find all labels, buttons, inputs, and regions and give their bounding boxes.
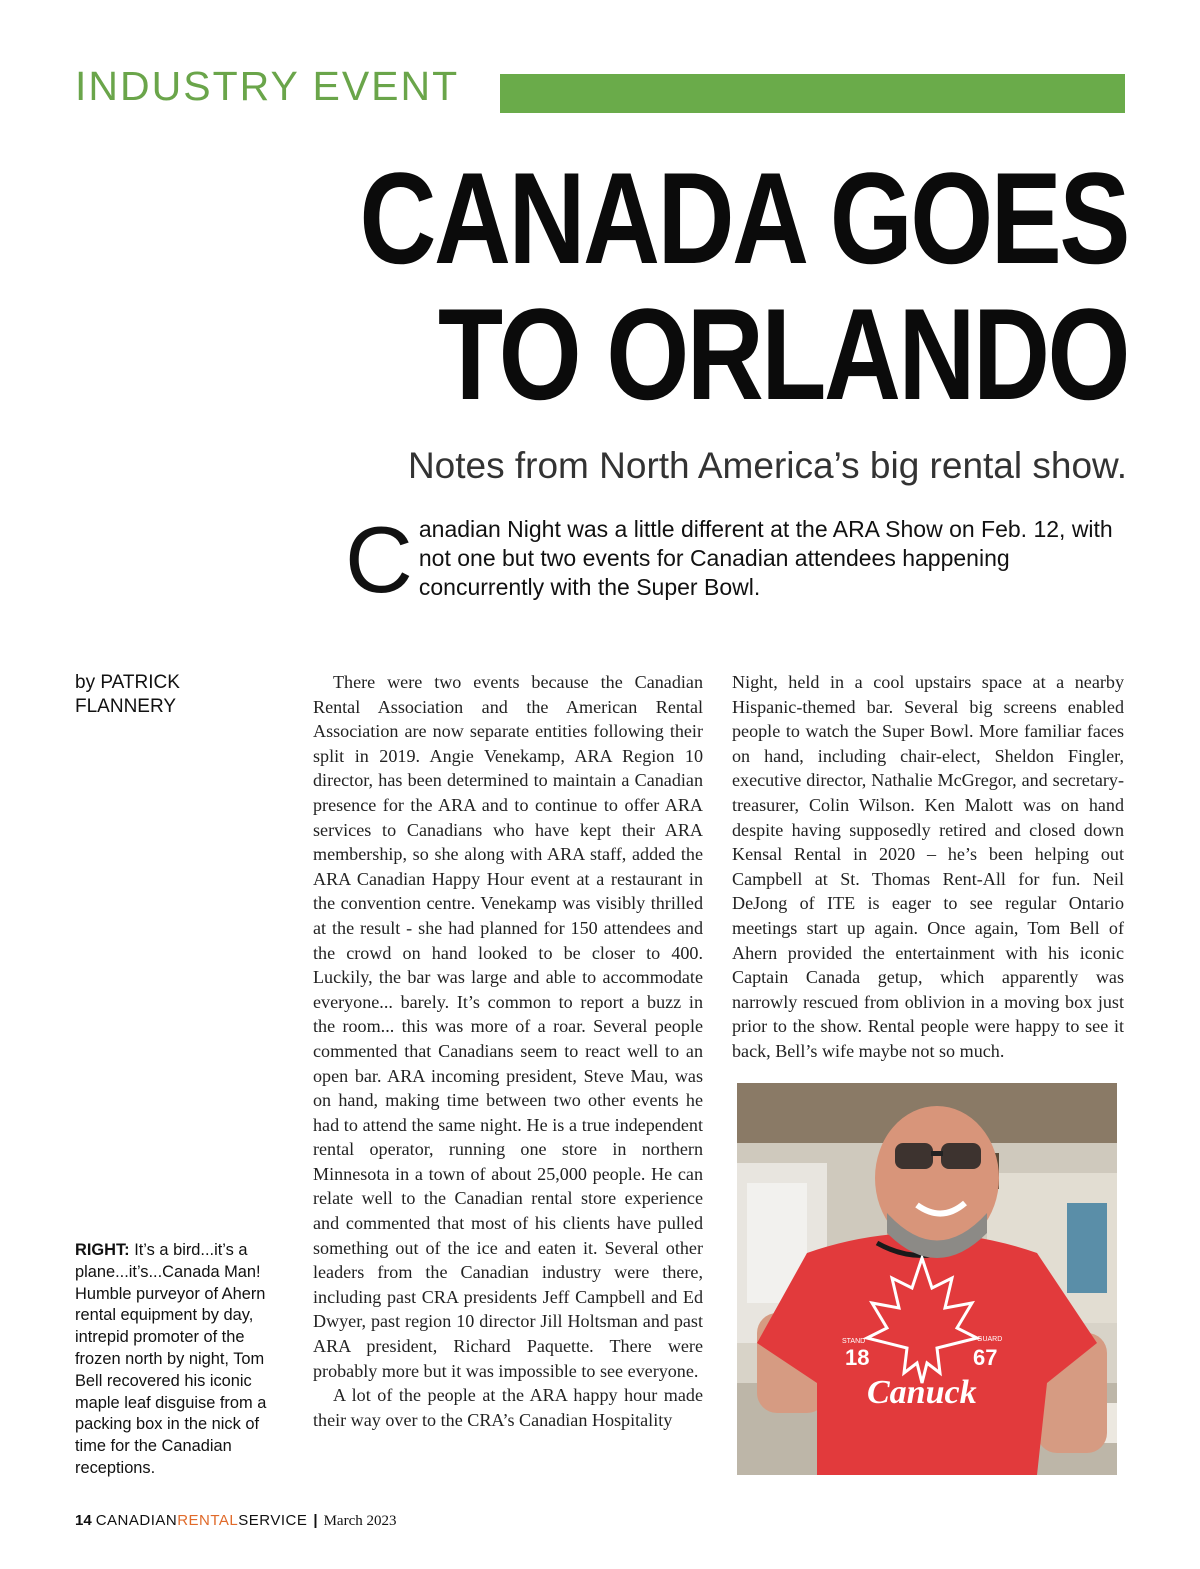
page-number: 14	[75, 1512, 92, 1529]
drop-cap: C	[345, 507, 413, 612]
section-divider-bar	[500, 74, 1125, 113]
shirt-small-right: GUARD	[977, 1336, 1003, 1343]
page-footer	[75, 1512, 396, 1530]
body-column-1	[313, 670, 703, 1432]
body-column-2	[732, 670, 1124, 1064]
headline-line-1: CANADA GOES	[359, 145, 1129, 291]
magazine-name-part-2: RENTAL	[177, 1512, 239, 1529]
shirt-script: Canuck	[867, 1374, 977, 1411]
photo-caption	[75, 1240, 290, 1480]
body-paragraph: There were two events because the Canadian Rental Association and the American Rental Association are now separate entities following their split in 2019. Angie Venekamp, ARA Region 10 director, has been determined to maintain a Canadian presence for the ARA and to continue to offer ARA services to Canadians who have kept their ARA membership, so she along with ARA staff, added the ARA Canadian Happy Hour event at a restaurant in the convention centre. Venekamp was visibly thrilled at the result - she had planned for 150 attendees and the crowd on hand looked to be closer to 400. Luckily, the bar was large and able to accommodate everyone... barely. It’s common to report a buzz in the room... this was more of a roar. Several people commented that Canadians seem to react well to an open bar. ARA incoming president, Steve Mau, was on hand, making time between two other events he had to attend the same night. He is a true independent rental operator, running one store in northern Minnesota in a town of about 25,000 people. He can relate well to the Canadian rental store experience and commented that most of his clients have pulled something out of the ice and eaten it. Several other leaders from the Canadian industry were there, including past CRA presidents Jeff Campbell and Ed Dwyer, past region 10 director Jill Holtsman and past ARA president, Richard Paquette. There were probably more but it was impossible to see everyone.	[313, 672, 703, 1381]
byline: by PATRICK FLANNERY	[75, 672, 180, 717]
shirt-number-right: 67	[973, 1345, 998, 1370]
section-label: INDUSTRY EVENT	[75, 63, 460, 109]
lede-text: anadian Night was a little different at the ARA Show on Feb. 12, with not one but two events for Canadian attendees happening concurrently with the Super Bowl.	[418, 516, 1113, 600]
caption-label: RIGHT:	[75, 1241, 130, 1259]
magazine-name-part-3: SERVICE	[238, 1512, 308, 1529]
caption-text: It’s a bird...it’s a plane...it’s...Canada Man! Humble purveyor of Ahern rental equipment by day, intrepid promoter of the frozen north by night, Tom Bell recovered his iconic maple leaf disguise from a packing box in the nick of time for the Canadian receptions.	[75, 1241, 267, 1477]
photo-illustration	[737, 1083, 1117, 1475]
lede-paragraph	[345, 507, 1135, 612]
headline	[308, 145, 1129, 427]
headline-line-2: TO ORLANDO	[437, 281, 1129, 427]
deck-subtitle: Notes from North America’s big rental show.	[407, 445, 1127, 486]
footer-separator: |	[313, 1512, 318, 1529]
magazine-name-part-1: CANADIAN	[95, 1512, 178, 1529]
body-paragraph: Night, held in a cool upstairs space at a nearby Hispanic-themed bar. Several big screens enabled people to watch the Super Bowl. More familiar faces on hand, including chair-elect, Sheldon Fingler, executive director, Nathalie McGregor, and secretary-treasurer, Colin Wilson. Ken Malott was on hand despite having supposedly retired and closed down Kensal Rental in 2020 – he’s been helping out Campbell at St. Thomas Rent-All for fun. Neil DeJong of ITE is eager to see regular Ontario meetings start up again. Once again, Tom Bell of Ahern provided the entertainment with his iconic Captain Canada getup, which apparently was narrowly rescued from oblivion in a moving box just prior to the show. Rental people were happy to see it back, Bell’s wife maybe not so much.	[732, 672, 1124, 1061]
body-paragraph: A lot of the people at the ARA happy hour made their way over to the CRA’s Canadian Hospitality	[313, 1385, 703, 1430]
photo-tom-bell	[737, 1083, 1117, 1475]
shirt-number-left: 18	[845, 1345, 870, 1370]
issue-date: March 2023	[323, 1513, 397, 1529]
shirt-small-left: STAND	[842, 1338, 866, 1345]
